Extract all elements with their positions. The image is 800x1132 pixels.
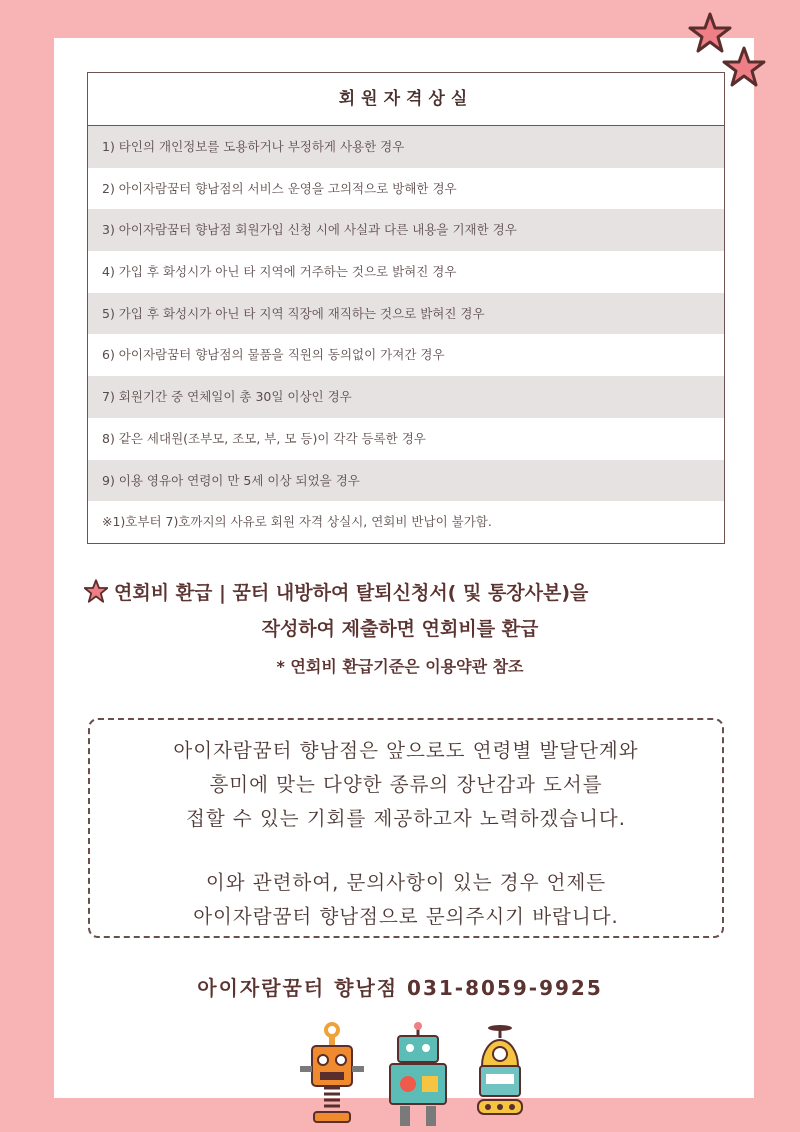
- refund-line-1-text: 연회비 환급 | 꿈터 내방하여 탈퇴신청서( 및 통장사본)을: [114, 582, 589, 604]
- notice-paragraph-2: [90, 866, 722, 934]
- refund-line-2: 작성하여 제출하면 연회비를 환급: [261, 618, 539, 640]
- table-row: 8) 같은 세대원(조부모, 조모, 부, 모 등)이 각각 등록한 경우: [102, 430, 426, 446]
- robot-teal-icon: [390, 1022, 446, 1126]
- table-row: 6) 아이자람꿈터 향남점의 물품을 직원의 동의없이 가져간 경우: [102, 347, 445, 363]
- refund-note: * 연회비 환급기준은 이용약관 참조: [276, 657, 524, 676]
- table-title: 회원자격상실: [88, 73, 724, 126]
- table-row: 5) 가입 후 화성시가 아닌 타 지역 직장에 재직하는 것으로 밝혀진 경우: [88, 293, 724, 335]
- notice-line: 접할 수 있는 기회를 제공하고자 노력하겠습니다.: [186, 807, 626, 830]
- contact-info: 아이자람꿈터 향남점 031-8059-9925: [197, 976, 603, 1000]
- table-row: 9) 이용 영유아 연령이 만 5세 이상 되었을 경우: [88, 460, 724, 502]
- notice-line: 아이자람꿈터 향남점은 앞으로도 연령별 발달단계와: [173, 739, 639, 762]
- table-row: 2) 아이자람꿈터 향남점의 서비스 운영을 고의적으로 방해한 경우: [102, 180, 457, 196]
- table-row: 3) 아이자람꿈터 향남점 회원가입 신청 시에 사실과 다른 내용을 기재한 경우: [88, 209, 724, 251]
- notice-paragraph-1: [90, 734, 722, 836]
- membership-loss-table: [87, 72, 725, 544]
- robots-illustration-icon: [290, 1022, 540, 1132]
- star-bullet-icon: [84, 579, 108, 603]
- table-row: 7) 회원기간 중 연체일이 총 30일 이상인 경우: [88, 376, 724, 418]
- notice-line: 흥미에 맞는 다양한 종류의 장난감과 도서를: [209, 773, 603, 796]
- robot-yellow-icon: [478, 1025, 522, 1114]
- table-row: 4) 가입 후 화성시가 아닌 타 지역에 거주하는 것으로 밝혀진 경우: [102, 264, 457, 280]
- refund-line-1: [84, 578, 588, 608]
- robot-orange-icon: [300, 1024, 364, 1122]
- notice-line: 아이자람꿈터 향남점으로 문의주시기 바랍니다.: [193, 905, 619, 928]
- notice-line: 이와 관련하여, 문의사항이 있는 경우 언제든: [205, 871, 607, 894]
- notice-box: [88, 718, 724, 938]
- table-note: ※1)호부터 7)호까지의 사유로 회원 자격 상실시, 연회비 반납이 불가함.: [102, 514, 492, 530]
- table-row: 1) 타인의 개인정보를 도용하거나 부정하게 사용한 경우: [88, 126, 724, 168]
